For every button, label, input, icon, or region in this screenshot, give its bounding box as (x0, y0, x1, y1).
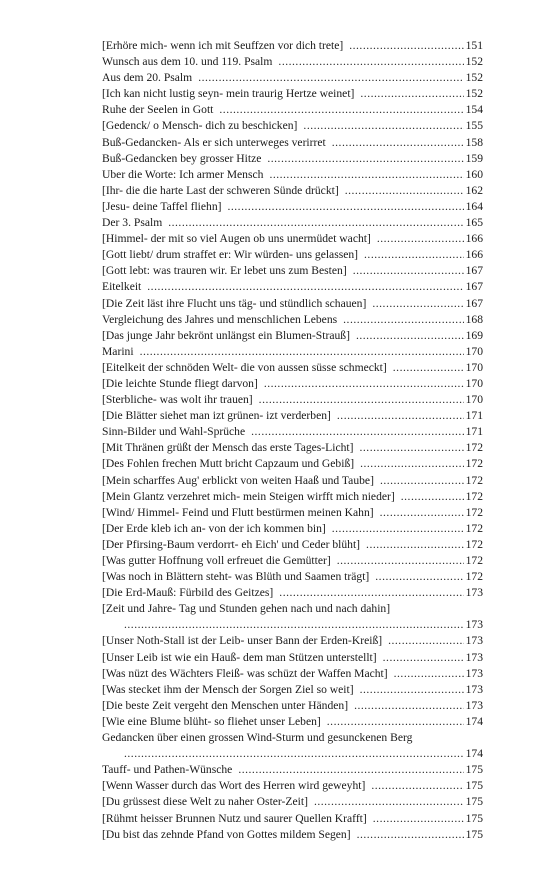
toc-entry-title: [Mit Thränen grüßt der Mensch das erste Tages-Licht] (102, 441, 354, 455)
toc-entry-page: 172 (465, 554, 483, 567)
toc-entry (102, 215, 483, 231)
toc-entry-page: 175 (465, 763, 483, 777)
toc-entry-title: Buß-Gedancken bey grosser Hitze (102, 151, 262, 165)
toc-entry (102, 650, 483, 666)
toc-entry-title: [Unser Noth-Stall ist der Leib- unser Bann der Erden-Kreiß] (102, 634, 383, 648)
toc-entry-title: [Die beste Zeit vergeht den Menschen unter Händen] (102, 698, 349, 712)
dot-leader (375, 569, 463, 585)
toc-entry (102, 456, 483, 472)
toc-entry-page: 167 (465, 264, 483, 278)
dot-leader (227, 199, 463, 215)
toc-entry-page: 165 (465, 216, 483, 230)
toc-entry-page: 175 (465, 795, 483, 809)
toc-entry-title: [Wie eine Blume blüht- so fliehet unser Leben] (102, 714, 321, 728)
toc-entry-title: [Gedenck/ o Mensch- dich zu beschicken] (102, 119, 298, 133)
toc-entry (102, 344, 483, 360)
dot-leader (353, 263, 464, 279)
toc-entry (102, 827, 483, 843)
toc-entry-title: Aus dem 20. Psalm (102, 71, 193, 85)
toc-entry-page: 164 (465, 199, 483, 213)
toc-entry (102, 440, 483, 456)
dot-leader (364, 247, 464, 263)
toc-entry (102, 537, 483, 553)
dot-leader (388, 633, 464, 649)
dot-leader (259, 392, 464, 408)
dot-leader (332, 135, 464, 151)
toc-entry-title: [Zeit und Jahre- Tag und Stunden gehen nach und nach dahin] (102, 602, 391, 616)
dot-leader (373, 811, 464, 827)
toc-entry (102, 698, 483, 714)
toc-entry-page: 152 (465, 87, 483, 101)
toc-entry-title: [Eitelkeit der schnöden Welt- die von aussen süsse schmeckt] (102, 360, 387, 374)
toc-entry-title: Tauff- und Pathen-Wünsche (102, 763, 233, 777)
dot-leader (357, 827, 464, 843)
toc-entry-page: 154 (465, 103, 483, 117)
dot-leader (354, 698, 464, 714)
toc-entry (102, 762, 483, 778)
toc-entry (102, 569, 483, 585)
toc-entry-page: 171 (465, 425, 483, 439)
toc-entry-page: 166 (465, 248, 483, 262)
table-of-contents (102, 38, 483, 843)
dot-leader (343, 312, 463, 328)
toc-entry-page: 172 (465, 537, 483, 551)
toc-entry-page: 173 (465, 666, 483, 680)
toc-entry-page: 162 (465, 183, 483, 197)
toc-entry-title: Uber die Worte: Ich armer Mensch (102, 167, 264, 181)
dot-leader (337, 553, 464, 569)
toc-entry-page: 172 (465, 441, 483, 455)
dot-leader (238, 762, 463, 778)
dot-leader (360, 456, 464, 472)
toc-entry-page: 160 (465, 167, 483, 181)
dot-leader (314, 794, 464, 810)
toc-entry (102, 70, 483, 86)
dot-leader (251, 424, 463, 440)
toc-entry-title: Gedancken über einen grossen Wind-Sturm und gesunckenen Berg (102, 731, 413, 745)
toc-entry (102, 296, 483, 312)
toc-entry (102, 521, 483, 537)
toc-entry-page: 173 (465, 586, 483, 600)
toc-entry-title: Ruhe der Seelen in Gott (102, 103, 214, 117)
toc-entry-title: [Unser Leib ist wie ein Hauß- dem man Stützen unterstellt] (102, 650, 377, 664)
toc-entry-page: 175 (465, 811, 483, 825)
toc-entry-title: [Was noch in Blättern steht- was Blüth und Saamen trägt] (102, 570, 370, 584)
dot-leader (360, 86, 463, 102)
toc-entry-title: Vergleichung des Jahres und menschlichen Lebens (102, 312, 338, 326)
toc-entry-page: 167 (465, 280, 483, 294)
toc-entry (102, 135, 483, 151)
toc-entry-page: 166 (465, 232, 483, 246)
dot-leader (383, 650, 464, 666)
dot-leader (168, 215, 463, 231)
toc-entry-page: 173 (465, 682, 483, 696)
dot-leader (279, 585, 463, 601)
toc-entry (102, 408, 483, 424)
dot-leader (147, 279, 463, 295)
toc-entry (102, 778, 483, 794)
dot-leader (267, 151, 463, 167)
dot-leader (380, 473, 464, 489)
toc-entry-title: Buß-Gedancken- Als er sich unterweges verirret (102, 135, 326, 149)
dot-leader (393, 360, 464, 376)
toc-entry-page: 171 (465, 409, 483, 423)
toc-entry-title: [Gott lebt: was trauren wir. Er lebet uns zum Besten] (102, 264, 347, 278)
toc-entry-title: [Ihr- die die harte Last der schweren Sünde drückt] (102, 183, 339, 197)
toc-entry (102, 730, 483, 762)
dot-leader (332, 521, 464, 537)
dot-leader (372, 296, 463, 312)
toc-entry (102, 666, 483, 682)
toc-entry-page: 152 (465, 55, 483, 69)
dot-leader (345, 183, 464, 199)
toc-entry (102, 553, 483, 569)
toc-entry-title: [Die leichte Stunde fliegt darvon] (102, 376, 258, 390)
toc-entry-title: [Des Fohlen frechen Mutt bricht Capzaum und Gebiß] (102, 457, 355, 471)
dot-leader (360, 440, 464, 456)
toc-entry-title: [Gott liebt/ drum straffet er: Wir würden- uns gelassen] (102, 248, 359, 262)
toc-entry-title: [Ich kan nicht lustig seyn- mein traurig Hertze weinet] (102, 87, 355, 101)
toc-entry (102, 682, 483, 698)
toc-entry-page: 174 (465, 714, 483, 728)
toc-entry (102, 585, 483, 601)
toc-entry-page: 151 (465, 39, 483, 52)
toc-entry-title: [Sterbliche- was wolt ihr trauen] (102, 393, 253, 407)
toc-entry-title: [Mein scharffes Aug' erblickt von weiten Haaß und Taube] (102, 473, 374, 487)
toc-entry (102, 811, 483, 827)
dot-leader (264, 376, 464, 392)
toc-entry-page: 158 (465, 135, 483, 149)
toc-entry-page: 175 (465, 779, 483, 793)
toc-entry-page: 175 (465, 827, 483, 841)
toc-entry (102, 151, 483, 167)
toc-entry-title: [Du bist das zehnde Pfand von Gottes mildem Segen] (102, 827, 351, 841)
toc-entry (102, 328, 483, 344)
toc-entry (102, 263, 483, 279)
toc-entry-title: [Mein Glantz verzehret mich- mein Steigen wirfft mich nieder] (102, 489, 395, 503)
toc-entry-page: 172 (465, 473, 483, 487)
dot-leader (140, 344, 464, 360)
toc-entry-title: Eitelkeit (102, 280, 142, 294)
dot-leader (366, 537, 464, 553)
toc-entry-title: [Wenn Wasser durch das Wort des Herren wird geweyht] (102, 779, 366, 793)
toc-entry (102, 473, 483, 489)
toc-entry-page: 168 (465, 312, 483, 326)
toc-entry-title: Wunsch aus dem 10. und 119. Psalm (102, 55, 273, 69)
dot-leader (198, 70, 463, 86)
toc-entry-page: 155 (465, 119, 483, 133)
toc-entry (102, 247, 483, 263)
dot-leader (349, 38, 463, 54)
toc-entry (102, 54, 483, 70)
dot-leader (278, 54, 463, 70)
toc-entry-title: [Was gutter Hoffnung voll erfreuet die Gemütter] (102, 554, 331, 567)
toc-entry-title: Der 3. Psalm (102, 216, 163, 230)
toc-entry-page: 159 (465, 151, 483, 165)
dot-leader (124, 617, 464, 633)
toc-entry (102, 489, 483, 505)
dot-leader (380, 505, 464, 521)
toc-entry (102, 102, 483, 118)
toc-entry-title: [Rühmt heisser Brunnen Nutz und saurer Quellen Krafft] (102, 811, 367, 825)
toc-entry-page: 173 (465, 698, 483, 712)
toc-entry-title: [Das junge Jahr bekrönt unlängst ein Blumen-Strauß] (102, 328, 350, 342)
toc-entry-page: 174 (465, 747, 483, 761)
toc-entry-title: Marini (102, 344, 134, 358)
toc-entry (102, 633, 483, 649)
toc-entry-page: 173 (465, 618, 483, 632)
dot-leader (401, 489, 464, 505)
toc-entry (102, 312, 483, 328)
toc-entry-title: [Die Blätter siehet man izt grünen- izt verderben] (102, 409, 331, 423)
dot-leader (360, 682, 464, 698)
dot-leader (303, 118, 463, 134)
toc-entry (102, 38, 483, 54)
toc-entry-page: 172 (465, 505, 483, 519)
toc-entry-page: 173 (465, 650, 483, 664)
toc-entry (102, 392, 483, 408)
toc-entry-page: 169 (465, 328, 483, 342)
toc-entry (102, 601, 483, 633)
dot-leader (269, 167, 463, 183)
toc-entry-title: [Erhöre mich- wenn ich mit Seuffzen vor dich trete] (102, 39, 344, 52)
toc-entry-page: 170 (465, 360, 483, 374)
dot-leader (327, 714, 464, 730)
toc-entry-page: 173 (465, 634, 483, 648)
toc-entry-page: 170 (465, 376, 483, 390)
dot-leader (124, 746, 464, 762)
toc-entry (102, 279, 483, 295)
toc-entry (102, 167, 483, 183)
toc-entry-title: [Wind/ Himmel- Feind und Flutt bestürmen meinen Kahn] (102, 505, 374, 519)
toc-entry-page: 170 (465, 344, 483, 358)
toc-entry-page: 172 (465, 521, 483, 535)
toc-entry-title: Sinn-Bilder und Wahl-Sprüche (102, 425, 246, 439)
dot-leader (377, 231, 464, 247)
toc-entry-page: 170 (465, 393, 483, 407)
toc-entry (102, 505, 483, 521)
toc-entry (102, 86, 483, 102)
toc-entry-title: [Jesu- deine Taffel fliehn] (102, 199, 222, 213)
toc-entry-title: [Der Pfirsing-Baum verdorrt- eh Eich' und Ceder blüht] (102, 537, 361, 551)
dot-leader (219, 102, 463, 118)
toc-entry-page: 172 (465, 489, 483, 503)
toc-entry-page: 167 (465, 296, 483, 310)
toc-entry-title: [Was stecket ihm der Mensch der Sorgen Ziel so weit] (102, 682, 354, 696)
toc-entry (102, 360, 483, 376)
toc-entry (102, 231, 483, 247)
toc-entry-title: [Der Erde kleb ich an- von der ich kommen bin] (102, 521, 326, 535)
toc-entry (102, 199, 483, 215)
dot-leader (394, 666, 464, 682)
toc-entry-title: [Die Zeit läst ihre Flucht uns täg- und stündlich schauen] (102, 296, 367, 310)
toc-entry (102, 714, 483, 730)
toc-entry (102, 794, 483, 810)
dot-leader (356, 328, 464, 344)
toc-entry (102, 183, 483, 199)
toc-entry-title: [Du grüssest diese Welt zu naher Oster-Zeit] (102, 795, 308, 809)
toc-entry-page: 172 (465, 457, 483, 471)
toc-entry-title: [Was nüzt des Wächters Fleiß- was schüzt der Waffen Macht] (102, 666, 388, 680)
toc-entry-page: 172 (465, 570, 483, 584)
dot-leader (337, 408, 464, 424)
dot-leader (371, 778, 463, 794)
toc-entry-page: 152 (465, 71, 483, 85)
toc-entry-title: [Die Erd-Mauß: Fürbild des Geitzes] (102, 586, 274, 600)
toc-entry (102, 376, 483, 392)
toc-entry (102, 118, 483, 134)
toc-entry-title: [Himmel- der mit so viel Augen ob uns unermüdet wacht] (102, 232, 371, 246)
toc-entry (102, 424, 483, 440)
